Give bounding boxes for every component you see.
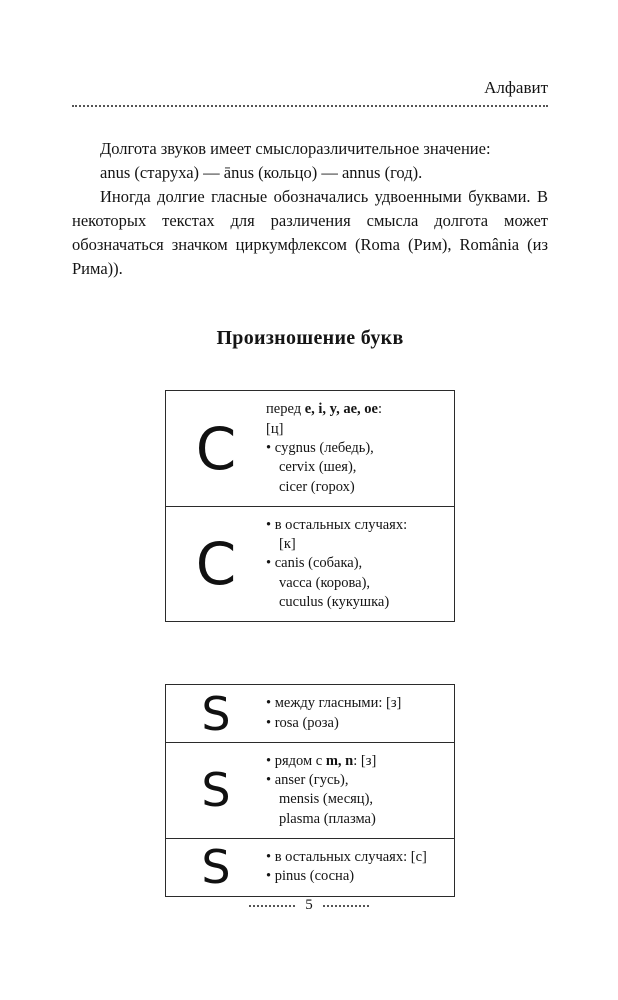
rule-line: cuculus (кукушка) <box>279 594 390 610</box>
chapter-title: Алфавит <box>484 78 548 97</box>
paragraph-vowel-length: Долгота звуков имеет смыслоразличительное значение: <box>100 139 491 158</box>
rule-line: vacca (корова), <box>279 574 371 591</box>
rule-line: cervix (шея), <box>279 459 357 476</box>
letter-cell: C <box>195 414 237 483</box>
pronunciation-table-letter-s <box>165 684 455 896</box>
rule-cell <box>266 391 454 505</box>
rule-line: • cygnus (лебедь), <box>266 440 374 457</box>
rule-line: • rosa (роза) <box>266 714 339 731</box>
paragraph-circumflex: Иногда долгие гласные обозначались удвоенными буквами. В некоторых текстах для различения смысла долгота может обозначаться значком циркумфлексом (Roma (Рим), România (из Рима)). <box>72 187 548 279</box>
rule-line: [к] <box>279 536 296 553</box>
rule-line: • между гласными: [з] <box>266 695 402 712</box>
paragraph-example: anus (старуха) — ānus (кольцо) — annus (год). <box>100 163 423 183</box>
table-row <box>166 742 454 838</box>
rule-cell <box>266 839 454 896</box>
page-footer <box>0 898 618 913</box>
rule-line: [ц] <box>266 420 284 437</box>
footer-rule-right <box>323 905 369 907</box>
letter-cell: C <box>195 530 237 599</box>
pronunciation-tables <box>72 390 548 896</box>
page-number: 5 <box>305 897 313 913</box>
rule-line: • anser (гусь), <box>266 772 349 789</box>
rule-cell <box>266 507 454 621</box>
rule-line: cicer (горох) <box>279 478 355 495</box>
rule-line: plasma (плазма) <box>279 810 376 827</box>
footer-rule-left <box>249 905 295 907</box>
intro-text <box>72 137 548 281</box>
rule-line: перед e, i, y, ae, oe: <box>266 401 383 418</box>
page-content <box>72 78 548 897</box>
rule-line: mensis (месяц), <box>279 791 374 808</box>
table-row <box>166 506 454 621</box>
rule-line: • рядом с m, n: [з] <box>266 752 377 769</box>
table-row <box>166 685 454 742</box>
rule-cell <box>266 743 454 838</box>
rule-line: • в остальных случаях: <box>266 516 408 533</box>
rule-cell <box>266 685 454 742</box>
rule-line: • canis (собака), <box>266 555 363 572</box>
section-title: Произношение букв <box>216 327 404 350</box>
page-header <box>72 78 548 107</box>
rule-line: • pinus (сосна) <box>266 868 355 885</box>
pronunciation-table-letter-c <box>165 390 455 622</box>
letter-cell: S <box>201 763 231 818</box>
rule-line: • в остальных случаях: [с] <box>266 848 427 865</box>
letter-cell: S <box>201 840 231 895</box>
table-row <box>166 391 454 505</box>
table-row <box>166 838 454 896</box>
letter-cell: S <box>201 686 231 741</box>
